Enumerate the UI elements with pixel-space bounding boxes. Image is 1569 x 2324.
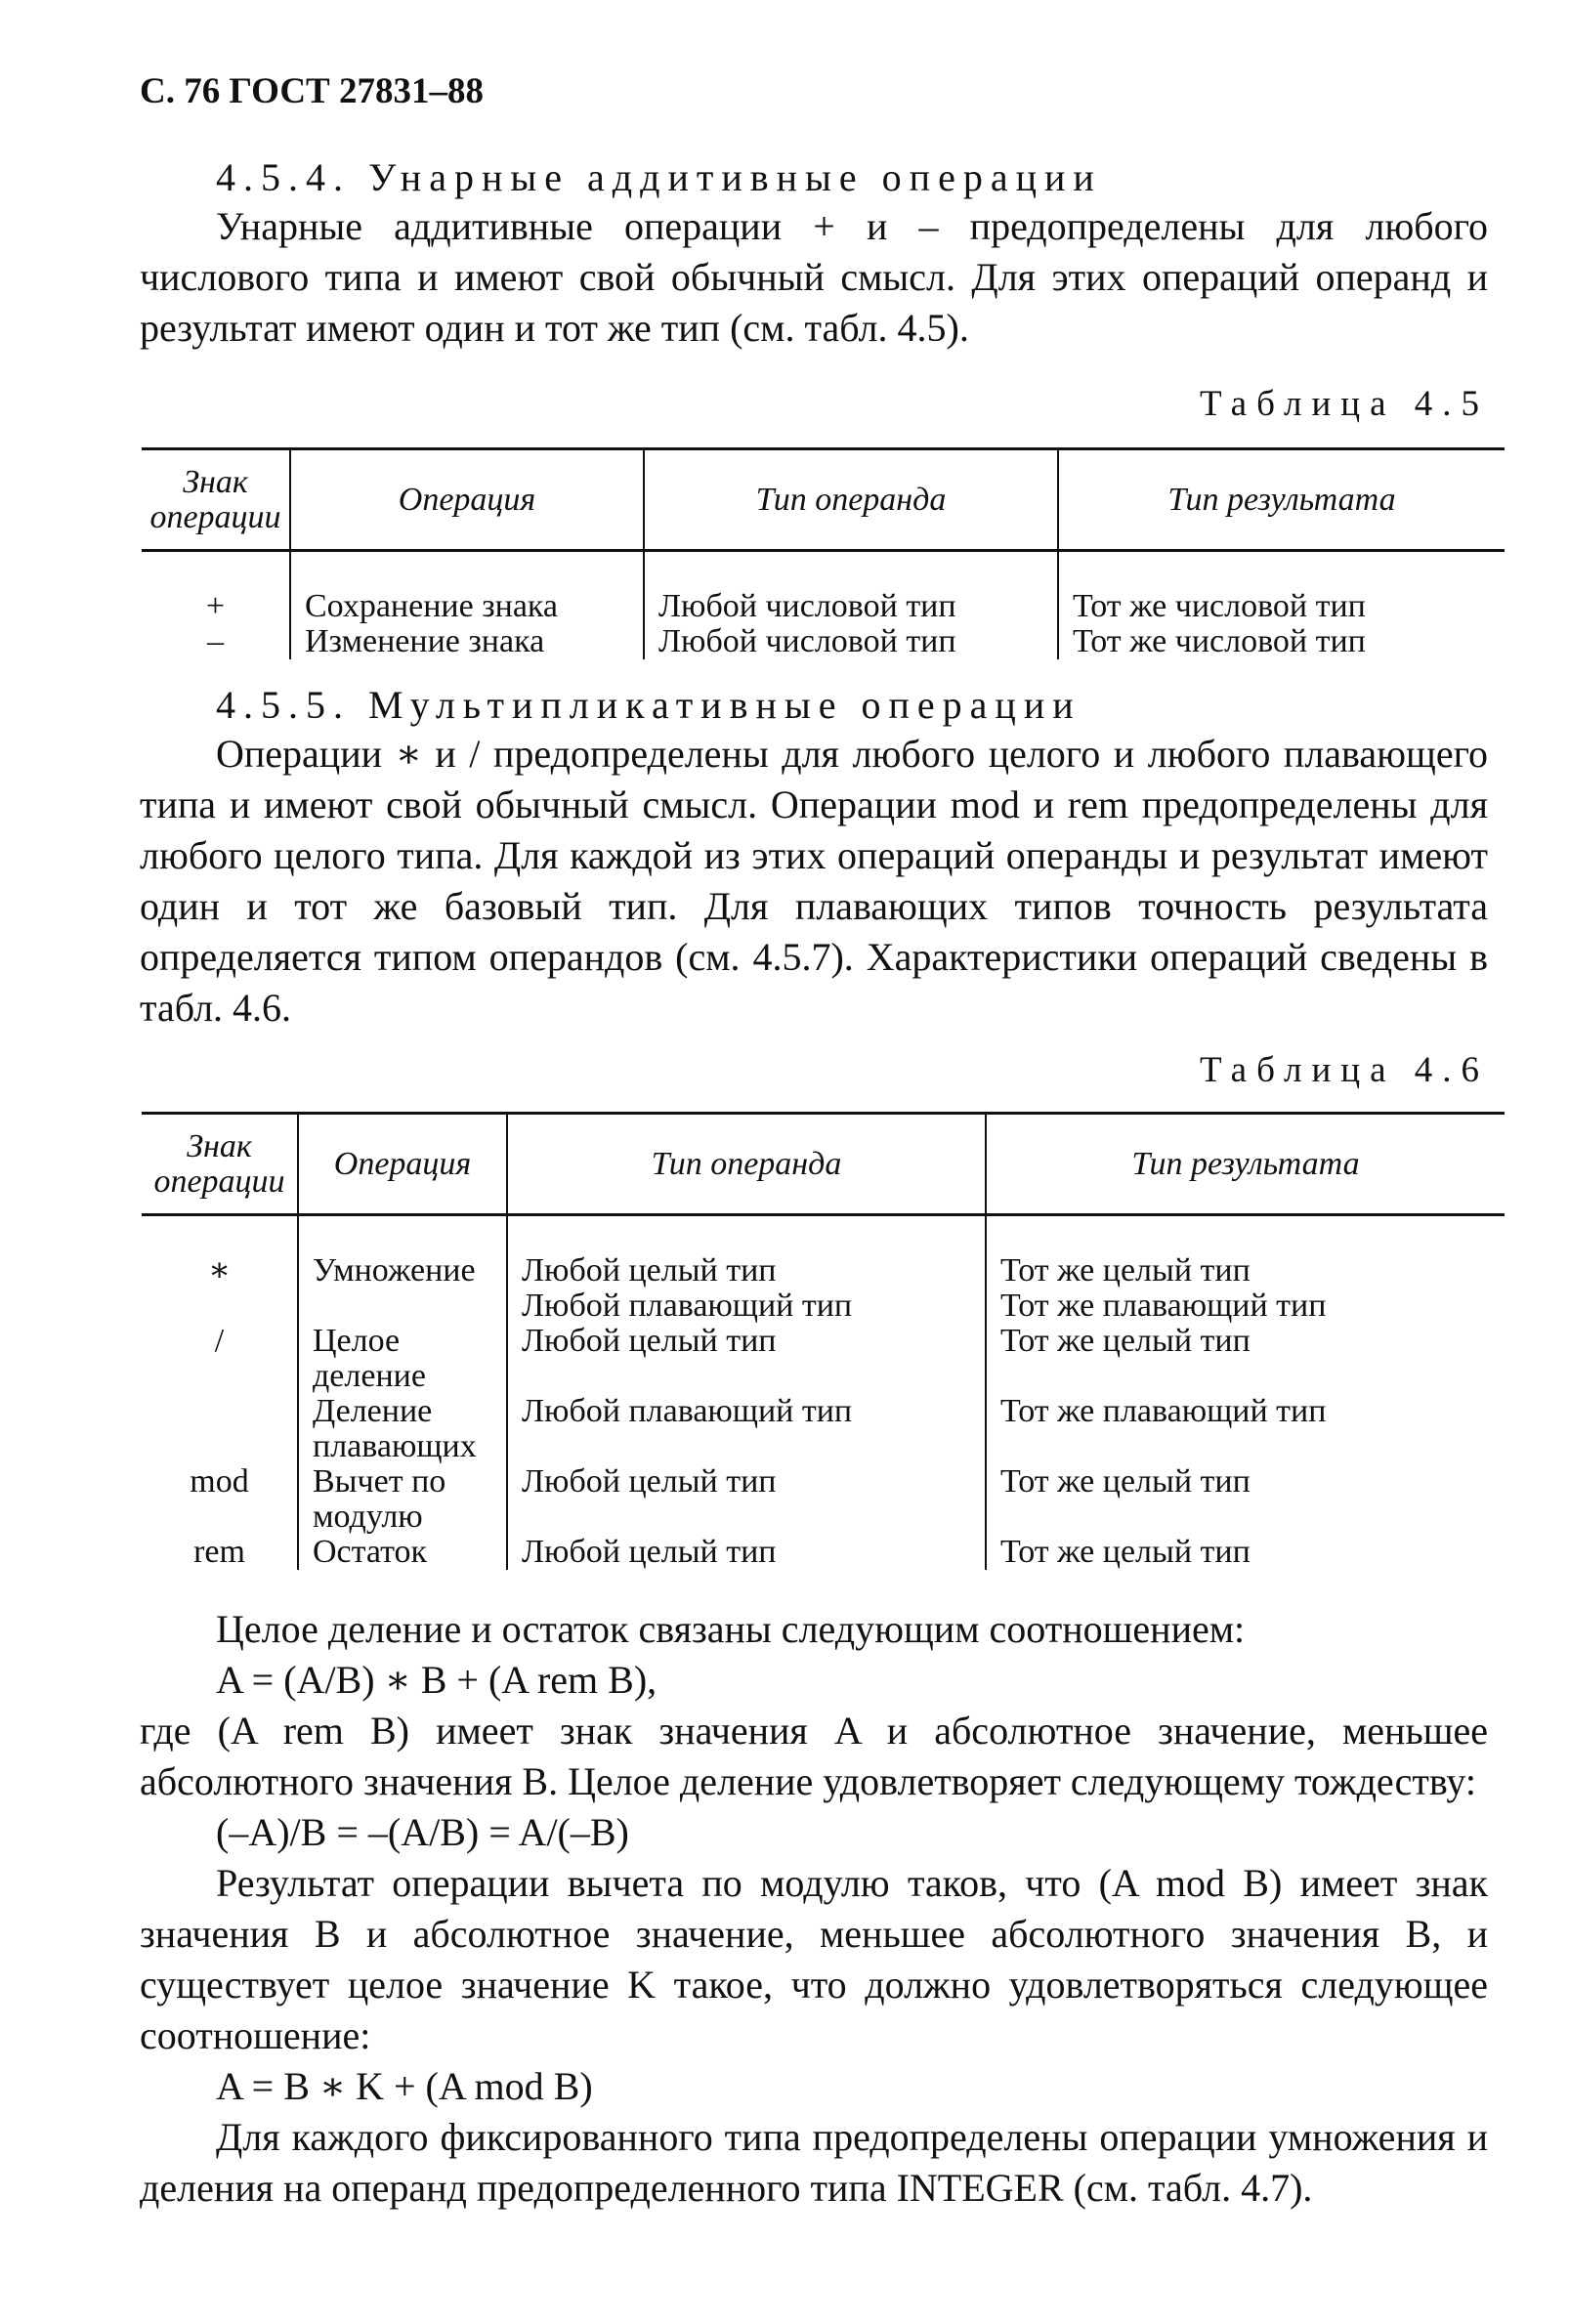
table-cell: Изменение знака — [290, 624, 644, 659]
table-caption-4-5: Таблица 4.5 — [1200, 384, 1489, 424]
table-cell: Остаток — [298, 1535, 507, 1570]
table-header-operand-type: Тип операнда — [507, 1114, 986, 1215]
table-header-result-type: Тип результата — [1058, 449, 1505, 551]
formula: A = (A/B) ∗ B + (A rem B), — [216, 1658, 657, 1702]
table-header-sign: Знак операции — [142, 449, 290, 551]
table-cell: / — [214, 1323, 225, 1359]
table-header-operand-type: Тип операнда — [644, 449, 1058, 551]
table-cell: Любой целый тип — [507, 1464, 986, 1535]
table-cell: Вычет по модулю — [298, 1464, 507, 1535]
formula: (–A)/B = –(A/B) = A/(–B) — [216, 1810, 629, 1854]
table-cell: Любой целый тип — [507, 1215, 986, 1289]
table-caption-4-6: Таблица 4.6 — [1200, 1050, 1489, 1090]
table-cell: Деление плавающих — [298, 1394, 507, 1464]
body-text — [140, 1604, 1488, 2214]
paragraph: где (A rem B) имеет знак значения A и абсолютное значение, меньшее абсолютного значения B. Целое деление удовлетворяет следующему тождеству: — [140, 1709, 1488, 1803]
table-cell: Тот же плавающий тип — [986, 1289, 1505, 1324]
table-4-6 — [142, 1112, 1505, 1570]
table-4-5 — [142, 447, 1505, 659]
section-text-4-5-4: Унарные аддитивные операции + и – предопределены для любого числового типа и имеют свой обычный смысл. Для этих операций операнд и результат имеют один и тот же тип (см. табл. 4.5). — [140, 204, 1488, 350]
table-cell: Сохранение знака — [290, 551, 644, 625]
formula: A = B ∗ K + (A mod B) — [216, 2064, 593, 2108]
table-header-operation: Операция — [298, 1114, 507, 1215]
table-cell: Любой целый тип — [507, 1535, 986, 1570]
table-cell: Любой целый тип — [507, 1324, 986, 1394]
table-cell: rem — [193, 1534, 245, 1570]
table-cell: Тот же целый тип — [986, 1324, 1505, 1394]
table-cell — [142, 1394, 298, 1464]
section-heading-4-5-4: 4.5.4. Унарные аддитивные операции — [216, 155, 1102, 199]
table-cell: Целое деление — [298, 1324, 507, 1394]
table-cell: Тот же целый тип — [986, 1464, 1505, 1535]
table-header-operation: Операция — [290, 449, 644, 551]
table-cell: Любой числовой тип — [644, 551, 1058, 625]
table-cell: Тот же числовой тип — [1058, 624, 1505, 659]
page-header: С. 76 ГОСТ 27831–88 — [140, 71, 484, 111]
table-cell: Тот же целый тип — [986, 1215, 1505, 1289]
table-cell: mod — [190, 1463, 249, 1500]
section-text-4-5-5: Операции ∗ и / предопределены для любого целого и любого плавающего типа и имеют свой обычный смысл. Операции mod и rem предопределены для любого целого типа. Для каждой из этих операций операнды и результат имеют один и тот же базовый тип. Для плавающих типов точность результата определяется типом операндов (см. 4.5.7). Характеристики операций сведены в табл. 4.6. — [140, 732, 1488, 1030]
table-cell: – — [207, 623, 224, 659]
table-cell: Любой плавающий тип — [507, 1289, 986, 1324]
table-cell: Любой числовой тип — [644, 624, 1058, 659]
table-cell: Тот же числовой тип — [1058, 551, 1505, 625]
table-header-sign: Знак операции — [142, 1114, 298, 1215]
table-cell — [142, 1289, 298, 1324]
table-cell: Тот же целый тип — [986, 1535, 1505, 1570]
table-cell: + — [205, 588, 226, 624]
paragraph: Целое деление и остаток связаны следующим соотношением: — [216, 1607, 1246, 1651]
table-cell: Тот же плавающий тип — [986, 1394, 1505, 1464]
section-heading-4-5-5: 4.5.5. Мультипликативные операции — [216, 683, 1081, 727]
table-cell — [298, 1289, 507, 1324]
table-cell: Любой плавающий тип — [507, 1394, 986, 1464]
paragraph: Для каждого фиксированного типа предопределены операции умножения и деления на операнд предопределенного типа INTEGER (см. табл. 4.7). — [140, 2115, 1488, 2210]
table-header-result-type: Тип результата — [986, 1114, 1505, 1215]
paragraph: Результат операции вычета по модулю таков, что (A mod B) имеет знак значения B и абсолютное значение, меньшее абсолютного значения B, и существует целое значение K такое, что должно удовлетворяться следующее соотношение: — [140, 1861, 1488, 2057]
table-cell: Умножение — [298, 1215, 507, 1289]
table-cell: ∗ — [207, 1252, 232, 1289]
